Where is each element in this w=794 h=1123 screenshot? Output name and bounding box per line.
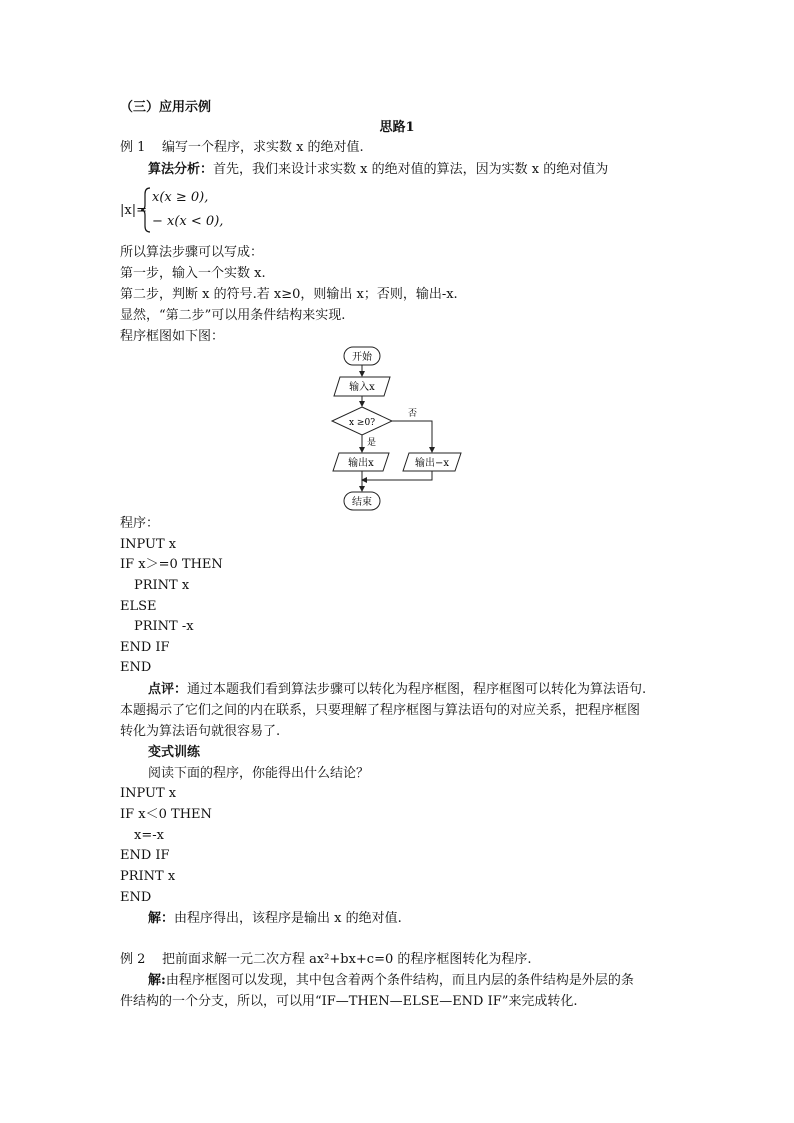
- code-line: INPUT x: [120, 786, 177, 801]
- flow-decision-text: x ≥0?: [348, 418, 376, 428]
- example2-label: 例 2: [120, 952, 146, 967]
- step1: 第一步，输入一个实数 x.: [120, 266, 266, 281]
- code-line: PRINT -x: [134, 619, 194, 634]
- flow-input-text: 输入x: [349, 382, 375, 393]
- comment-line1: [148, 682, 646, 698]
- flowchart: [320, 342, 480, 512]
- comment-label: 点评：: [148, 682, 188, 697]
- variant-solution-text: 由程序得出，该程序是输出 x 的绝对值.: [174, 911, 402, 926]
- variant-question: 阅读下面的程序，你能得出什么结论？: [148, 766, 370, 781]
- program-label: 程序：: [120, 516, 160, 531]
- variant-title: 变式训练: [148, 745, 201, 760]
- flow-output-negx-text: 输出−x: [414, 458, 450, 469]
- flow-no-label: 否: [408, 409, 418, 419]
- example1-text: 编写一个程序，求实数 x 的绝对值.: [161, 140, 364, 155]
- comment-line3: 转化为算法语句就很容易了.: [120, 724, 281, 739]
- steps-intro: 所以算法步骤可以写成：: [120, 245, 264, 260]
- example1-line: [120, 140, 364, 156]
- subtitle: 思路1: [379, 120, 415, 135]
- analysis-line: [148, 162, 608, 178]
- code-line: PRINT x: [120, 869, 176, 884]
- code-line: x=-x: [134, 828, 164, 843]
- section-title: （三）应用示例: [120, 100, 212, 115]
- code-line: END IF: [120, 640, 170, 655]
- code-line: ELSE: [120, 599, 157, 614]
- analysis-label: 算法分析：: [148, 162, 214, 177]
- brace-icon: [140, 186, 152, 234]
- code-line: END: [120, 660, 152, 675]
- example2-text: 把前面求解一元二次方程 ax²+bx+c=0 的程序框图转化为程序.: [161, 952, 532, 967]
- code-line: PRINT x: [134, 578, 190, 593]
- example2-solution-line2: 件结构的一个分支，所以，可以用“IF—THEN—ELSE—END IF”来完成转化.: [120, 994, 578, 1009]
- formula-lhs: |x|=: [120, 203, 147, 218]
- code-line: IF x＜0 THEN: [120, 807, 212, 822]
- example2-solution-line1: [148, 973, 634, 989]
- example1-label: 例 1: [120, 140, 146, 155]
- analysis-text: 首先，我们来设计求实数 x 的绝对值的算法，因为实数 x 的绝对值为: [213, 162, 609, 177]
- step2: 第二步，判断 x 的符号.若 x≥0，则输出 x；否则，输出-x.: [120, 287, 458, 302]
- comment-line2: 本题揭示了它们之间的内在联系，只要理解了程序框图与算法语句的对应关系，把程序框图: [120, 703, 641, 718]
- variant-solution-label: 解：: [148, 911, 175, 926]
- comment-text1: 通过本题我们看到算法步骤可以转化为程序框图，程序框图可以转化为算法语句.: [187, 682, 647, 697]
- code-line: END: [120, 890, 152, 905]
- code-line: INPUT x: [120, 537, 177, 552]
- steps-note: 显然，“第二步”可以用条件结构来实现.: [120, 308, 346, 323]
- code-line: IF x＞=0 THEN: [120, 557, 223, 572]
- example2-line: [120, 952, 532, 968]
- variant-solution: [148, 911, 402, 927]
- formula-case2: − x(x < 0),: [152, 214, 224, 229]
- flow-output-x-text: 输出x: [348, 458, 374, 469]
- code-line: END IF: [120, 848, 170, 863]
- flow-intro: 程序框图如下图：: [120, 329, 225, 344]
- example2-solution-label: 解:: [148, 973, 166, 988]
- flow-yes-label: 是: [367, 438, 377, 448]
- example2-solution-text1: 由程序框图可以发现，其中包含着两个条件结构，而且内层的条件结构是外层的条: [165, 973, 634, 988]
- flow-end-text: 结束: [352, 497, 372, 508]
- flow-start-text: 开始: [352, 352, 372, 363]
- formula-case1: x(x ≥ 0),: [152, 190, 209, 205]
